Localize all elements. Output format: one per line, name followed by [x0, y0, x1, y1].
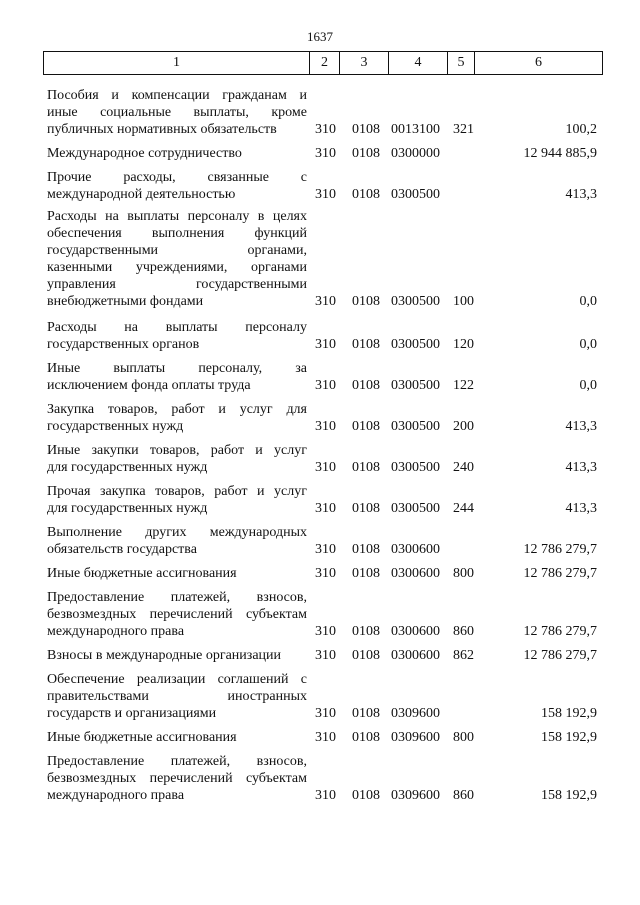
target-article-code: 0300500 — [391, 460, 440, 475]
table-row — [0, 589, 640, 640]
section-code: 310 — [315, 648, 336, 663]
expense-type-code: 800 — [453, 730, 474, 745]
description-line: исключением фонда оплаты труда — [47, 378, 251, 393]
description-line: безвозмездных перечислений субъектам — [47, 607, 307, 622]
description-line: обеспечения выполнения функций — [47, 226, 307, 241]
description-line: внебюджетными фондами — [47, 294, 204, 309]
section-code: 310 — [315, 460, 336, 475]
subsection-code: 0108 — [352, 187, 380, 202]
row-description — [47, 753, 307, 804]
expense-type-code: 122 — [453, 378, 474, 393]
amount: 12 786 279,7 — [523, 648, 597, 663]
description-line: Предоставление платежей, взносов, — [47, 590, 307, 605]
target-article-code: 0300000 — [391, 146, 440, 161]
expense-type-code: 321 — [453, 122, 474, 137]
description-line: Прочие расходы, связанные с — [47, 170, 307, 185]
row-description — [47, 401, 307, 435]
description-line: Обеспечение реализации соглашений с — [47, 672, 307, 687]
description-line: Иные бюджетные ассигнования — [47, 566, 237, 581]
table-row — [0, 671, 640, 722]
description-line: международной деятельностью — [47, 187, 236, 202]
section-code: 310 — [315, 419, 336, 434]
target-article-code: 0300600 — [391, 542, 440, 557]
column-header-5: 5 — [448, 52, 475, 75]
expense-type-code: 862 — [453, 648, 474, 663]
subsection-code: 0108 — [352, 788, 380, 803]
row-description — [47, 483, 307, 517]
description-line: Иные закупки товаров, работ и услуг — [47, 443, 307, 458]
expense-type-code: 800 — [453, 566, 474, 581]
amount: 158 192,9 — [541, 788, 597, 803]
column-header-2: 2 — [310, 52, 340, 75]
section-code: 310 — [315, 542, 336, 557]
description-line: Пособия и компенсации гражданам и — [47, 88, 307, 103]
description-line: иные социальные выплаты, кроме — [47, 105, 307, 120]
row-description — [47, 87, 307, 138]
description-line: Закупка товаров, работ и услуг для — [47, 402, 307, 417]
row-description — [47, 208, 307, 310]
description-line: Международное сотрудничество — [47, 146, 242, 161]
table-row — [0, 524, 640, 558]
row-description — [47, 671, 307, 722]
amount: 12 786 279,7 — [523, 624, 597, 639]
description-line: обязательств государства — [47, 542, 197, 557]
description-line: для государственных нужд — [47, 460, 208, 475]
amount: 0,0 — [579, 378, 597, 393]
description-line: Расходы на выплаты персоналу — [47, 320, 307, 335]
section-code: 310 — [315, 378, 336, 393]
subsection-code: 0108 — [352, 730, 380, 745]
target-article-code: 0300600 — [391, 566, 440, 581]
amount: 0,0 — [579, 337, 597, 352]
section-code: 310 — [315, 566, 336, 581]
subsection-code: 0108 — [352, 501, 380, 516]
amount: 158 192,9 — [541, 706, 597, 721]
table-row — [0, 319, 640, 353]
expense-type-code: 860 — [453, 788, 474, 803]
amount: 413,3 — [565, 501, 597, 516]
subsection-code: 0108 — [352, 566, 380, 581]
subsection-code: 0108 — [352, 706, 380, 721]
description-line: Взносы в международные организации — [47, 648, 282, 663]
table-row — [0, 145, 640, 162]
row-description — [47, 524, 307, 558]
description-line: государств и организациями — [47, 706, 217, 721]
expense-type-code: 200 — [453, 419, 474, 434]
amount: 0,0 — [579, 294, 597, 309]
subsection-code: 0108 — [352, 624, 380, 639]
table-row — [0, 483, 640, 517]
table-row — [0, 208, 640, 310]
section-code: 310 — [315, 122, 336, 137]
description-line: Предоставление платежей, взносов, — [47, 754, 307, 769]
description-line: Выполнение других международных — [47, 525, 307, 540]
column-header-6: 6 — [475, 52, 603, 75]
amount: 100,2 — [565, 122, 597, 137]
expense-type-code: 244 — [453, 501, 474, 516]
description-line: публичных нормативных обязательств — [47, 122, 277, 137]
section-code: 310 — [315, 294, 336, 309]
column-header-table — [43, 51, 603, 75]
target-article-code: 0300500 — [391, 294, 440, 309]
target-article-code: 0013100 — [391, 122, 440, 137]
column-header-row — [44, 52, 603, 75]
expense-type-code: 120 — [453, 337, 474, 352]
expense-type-code: 860 — [453, 624, 474, 639]
section-code: 310 — [315, 730, 336, 745]
table-row — [0, 87, 640, 138]
description-line: Иные бюджетные ассигнования — [47, 730, 237, 745]
row-description — [47, 360, 307, 394]
description-line: Прочая закупка товаров, работ и услуг — [47, 484, 307, 499]
amount: 413,3 — [565, 419, 597, 434]
table-row — [0, 565, 640, 582]
subsection-code: 0108 — [352, 146, 380, 161]
section-code: 310 — [315, 337, 336, 352]
description-line: международного права — [47, 624, 185, 639]
row-description — [47, 442, 307, 476]
description-line: Расходы на выплаты персоналу в целях — [47, 209, 307, 224]
target-article-code: 0309600 — [391, 730, 440, 745]
subsection-code: 0108 — [352, 378, 380, 393]
description-line: казенными учреждениями, органами — [47, 260, 307, 275]
row-description — [47, 169, 307, 203]
subsection-code: 0108 — [352, 122, 380, 137]
expense-type-code: 100 — [453, 294, 474, 309]
description-line: государственных органов — [47, 337, 200, 352]
target-article-code: 0300500 — [391, 378, 440, 393]
amount: 12 944 885,9 — [523, 146, 597, 161]
amount: 413,3 — [565, 460, 597, 475]
column-header-4: 4 — [389, 52, 448, 75]
target-article-code: 0300500 — [391, 187, 440, 202]
table-row — [0, 729, 640, 746]
target-article-code: 0300600 — [391, 648, 440, 663]
subsection-code: 0108 — [352, 542, 380, 557]
target-article-code: 0309600 — [391, 788, 440, 803]
section-code: 310 — [315, 187, 336, 202]
row-description — [47, 565, 307, 582]
subsection-code: 0108 — [352, 648, 380, 663]
description-line: государственных нужд — [47, 419, 184, 434]
row-description — [47, 647, 307, 664]
section-code: 310 — [315, 624, 336, 639]
target-article-code: 0300500 — [391, 419, 440, 434]
section-code: 310 — [315, 706, 336, 721]
row-description — [47, 145, 307, 162]
table-row — [0, 647, 640, 664]
section-code: 310 — [315, 146, 336, 161]
table-row — [0, 169, 640, 203]
subsection-code: 0108 — [352, 337, 380, 352]
description-line: управления государственными — [47, 277, 307, 292]
amount: 413,3 — [565, 187, 597, 202]
description-line: Иные выплаты персоналу, за — [47, 361, 307, 376]
description-line: для государственных нужд — [47, 501, 208, 516]
description-line: правительствами иностранных — [47, 689, 307, 704]
section-code: 310 — [315, 501, 336, 516]
expense-type-code: 240 — [453, 460, 474, 475]
row-description — [47, 589, 307, 640]
subsection-code: 0108 — [352, 419, 380, 434]
target-article-code: 0300600 — [391, 624, 440, 639]
column-header-3: 3 — [340, 52, 389, 75]
amount: 12 786 279,7 — [523, 566, 597, 581]
table-row — [0, 401, 640, 435]
page-number: 1637 — [307, 29, 333, 44]
target-article-code: 0309600 — [391, 706, 440, 721]
description-line: безвозмездных перечислений субъектам — [47, 771, 307, 786]
table-row — [0, 442, 640, 476]
amount: 158 192,9 — [541, 730, 597, 745]
subsection-code: 0108 — [352, 460, 380, 475]
section-code: 310 — [315, 788, 336, 803]
description-line: международного права — [47, 788, 185, 803]
table-row — [0, 753, 640, 804]
row-description — [47, 729, 307, 746]
target-article-code: 0300500 — [391, 337, 440, 352]
amount: 12 786 279,7 — [523, 542, 597, 557]
subsection-code: 0108 — [352, 294, 380, 309]
target-article-code: 0300500 — [391, 501, 440, 516]
row-description — [47, 319, 307, 353]
column-header-1: 1 — [44, 52, 310, 75]
table-row — [0, 360, 640, 394]
description-line: государственными органами, — [47, 243, 307, 258]
